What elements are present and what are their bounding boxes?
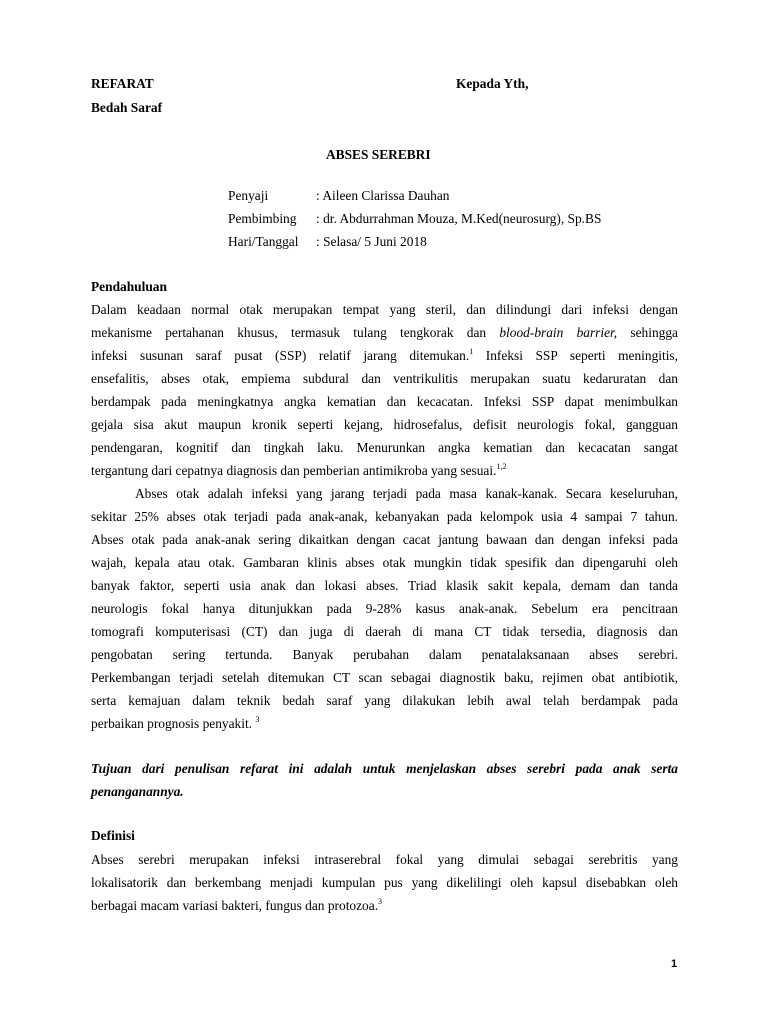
document-title: ABSES SEREBRI (326, 147, 431, 162)
text-line: wajah, kepala atau otak. Gambaran klinis abses otak mungkin tidak spesifik dan dipengaruhi oleh (91, 555, 678, 570)
text-line: neurologis fokal hanya ditunjukkan pada 9-28% kasus anak-anak. Sebelum era pencitraan (91, 601, 678, 616)
text-span: mekanisme pertahanan khusus, termasuk tulang tengkorak dan (91, 325, 487, 340)
department: Bedah Saraf (91, 100, 163, 115)
text-span: sehingga (630, 325, 678, 340)
text-line: serta kemajuan dalam teknik bedah saraf yang dilakukan lebih awal telah berdampak pada (91, 693, 678, 708)
text-line (91, 715, 678, 733)
meta-label-supervisor: Pembimbing (228, 211, 297, 226)
text-line: pendengaran, kognitif dan tingkah laku. Menurunkan angka kematian dan kecacatan sangat (91, 440, 678, 455)
text-line: Abses serebri merupakan infeksi intraserebral fokal yang dimulai sebagai serebritis yang (91, 852, 678, 867)
italic-term: blood-brain barrier, (499, 325, 618, 340)
text-line: sekitar 25% abses otak terjadi pada anak-anak, kebanyakan pada kelompok usia 4 sampai 7 tahun. (91, 509, 678, 524)
text-line: Abses otak pada anak-anak sering dikaitkan dengan cacat jantung bawaan dan dengan infeksi pada (91, 532, 678, 547)
page-number: 1 (671, 958, 678, 970)
text-line: lokalisatorik dan berkembang menjadi kumpulan pus yang dikelilingi oleh kapsul disebabkan oleh (91, 875, 678, 890)
text-line: pengobatan sering tertunda. Banyak perubahan dalam penatalaksanaan abses serebri. (91, 647, 678, 662)
text-line: penanganannya. (91, 784, 184, 799)
text-line: Abses otak adalah infeksi yang jarang terjadi pada masa kanak-kanak. Secara keseluruhan, (135, 486, 678, 501)
citation: 3 (378, 897, 383, 906)
addressee: Kepada Yth, (456, 76, 529, 91)
text-line: banyak faktor, seperti usia anak dan lokasi abses. Triad klasik sakit kepala, demam dan tanda (91, 578, 678, 593)
text-line: gejala sisa akut maupun kronik seperti kejang, hidrosefalus, defisit neurologis fokal, gangguan (91, 417, 678, 432)
text-line (91, 347, 678, 365)
text-span: berbagai macam variasi bakteri, fungus dan protozoa. (91, 898, 379, 913)
text-line: ensefalitis, abses otak, empiema subdural dan ventrikulitis merupakan suatu kedaruratan dan (91, 371, 678, 386)
text-span: perbaikan prognosis penyakit. (91, 716, 253, 731)
text-span: infeksi susunan saraf pusat (SSP) relatif jarang ditemukan. (91, 348, 470, 363)
text-line (91, 462, 678, 480)
meta-label-presenter: Penyaji (228, 188, 269, 203)
text-line: tomografi komputerisasi (CT) dan juga di daerah di mana CT tidak tersedia, diagnosis dan (91, 624, 678, 639)
citation: 1,2 (496, 462, 507, 471)
citation: 1 (469, 347, 474, 356)
text-span: tergantung dari cepatnya diagnosis dan pemberian antimikroba yang sesuai. (91, 463, 497, 478)
meta-value-supervisor: : dr. Abdurrahman Mouza, M.Ked(neurosurg), Sp.BS (316, 211, 602, 226)
section-heading-definition: Definisi (91, 828, 135, 843)
meta-label-date: Hari/Tanggal (228, 234, 299, 249)
meta-value-date: : Selasa/ 5 Juni 2018 (316, 234, 427, 249)
citation: 3 (255, 715, 260, 724)
text-span: Infeksi SSP seperti meningitis, (485, 348, 678, 363)
report-type: REFARAT (91, 76, 154, 91)
text-line: Perkembangan terjadi setelah ditemukan CT scan sebagai diagnostik baku, rejimen obat antibiotik, (91, 670, 678, 685)
text-line (91, 324, 678, 342)
text-line: berdampak pada meningkatnya angka kematian dan kecacatan. Infeksi SSP dapat menimbulkan (91, 394, 678, 409)
section-heading-intro: Pendahuluan (91, 279, 167, 294)
text-line: Dalam keadaan normal otak merupakan tempat yang steril, dan dilindungi dari infeksi dengan (91, 302, 678, 317)
text-line (91, 897, 678, 915)
text-line: Tujuan dari penulisan refarat ini adalah untuk menjelaskan abses serebri pada anak serta (91, 761, 678, 776)
meta-value-presenter: : Aileen Clarissa Dauhan (316, 188, 450, 203)
